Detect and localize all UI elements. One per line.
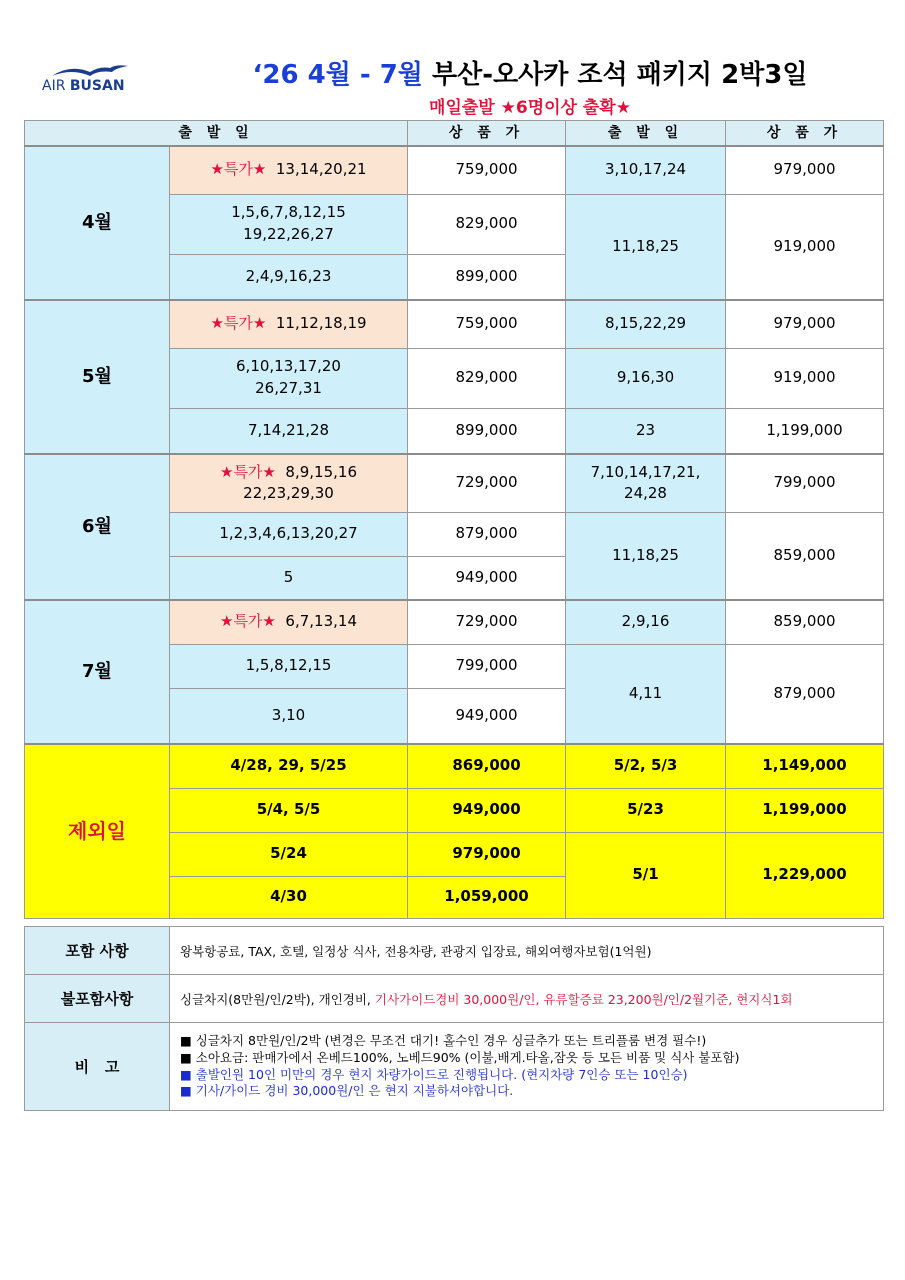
table-row: [25, 600, 884, 644]
price-cell: 729,000: [408, 454, 566, 512]
remark-item: ■ 출발인원 10인 미만의 경우 현지 차량가이드로 진행됩니다. (현지차량 7인승 또는 10인승): [180, 1066, 688, 1082]
dates-cell: 11,18,25: [566, 512, 726, 600]
table-header-row: [25, 121, 884, 147]
notes-table: [24, 926, 884, 1111]
price-cell: 759,000: [408, 300, 566, 348]
price-cell: 829,000: [408, 348, 566, 408]
month-label: 6월: [25, 454, 170, 600]
not-included-label: 불포함사항: [25, 975, 170, 1023]
dates-cell: 1,5,6,7,8,12,15 19,22,26,27: [170, 194, 408, 254]
special-dates-cell: ★특가★ 6,7,13,14: [170, 600, 408, 644]
dates-cell: 9,16,30: [566, 348, 726, 408]
price-cell: 979,000: [408, 832, 566, 876]
price-cell: 759,000: [408, 146, 566, 194]
dates-cell: 7,10,14,17,21, 24,28: [566, 454, 726, 512]
dates-cell: 5/4, 5/5: [170, 788, 408, 832]
month-label: 7월: [25, 600, 170, 744]
price-cell: 899,000: [408, 254, 566, 300]
dates-cell: 1,2,3,4,6,13,20,27: [170, 512, 408, 556]
price-cell: 869,000: [408, 744, 566, 788]
price-cell: 1,229,000: [726, 832, 884, 918]
price-cell: 859,000: [726, 512, 884, 600]
dates-cell: 5: [170, 556, 408, 600]
dates-cell: 5/1: [566, 832, 726, 918]
special-dates-cell: ★특가★ 13,14,20,21: [170, 146, 408, 194]
included-text: 왕복항공료, TAX, 호텔, 일정상 식사, 전용차량, 관광지 입장료, 해외여행자보험(1억원): [170, 927, 884, 975]
dates-cell: 5/23: [566, 788, 726, 832]
remark-item: ■ 기사/가이드 경비 30,000원/인 은 현지 지불하셔야합니다.: [180, 1083, 514, 1099]
remark-item: ■ 싱글차지 8만원/인/2박 (변경은 무조건 대기! 홀수인 경우 싱글추가 또는 트리플룸 변경 필수!): [180, 1032, 707, 1048]
price-table: [24, 120, 884, 919]
header-price: 상 품 가: [408, 121, 566, 147]
special-dates-cell: ★특가★ 11,12,18,19: [170, 300, 408, 348]
price-cell: 879,000: [726, 644, 884, 744]
table-row: [25, 744, 884, 788]
dates-cell: 2,9,16: [566, 600, 726, 644]
remarks-row: [25, 1023, 884, 1111]
dates-cell: 23: [566, 408, 726, 454]
dates-cell: 4/28, 29, 5/25: [170, 744, 408, 788]
excluded-dates-label: 제외일: [25, 744, 170, 918]
price-cell: 879,000: [408, 512, 566, 556]
month-label: 4월: [25, 146, 170, 300]
table-row: [25, 300, 884, 348]
dates-cell: 4,11: [566, 644, 726, 744]
dates-cell: 7,14,21,28: [170, 408, 408, 454]
price-cell: 1,199,000: [726, 408, 884, 454]
dates-cell: 4/30: [170, 876, 408, 918]
price-cell: 1,199,000: [726, 788, 884, 832]
price-cell: 949,000: [408, 556, 566, 600]
page-subtitle: 매일출발 ★6명이상 출확★: [429, 98, 631, 118]
dates-cell: 11,18,25: [566, 194, 726, 300]
dates-cell: 6,10,13,17,20 26,27,31: [170, 348, 408, 408]
price-cell: 859,000: [726, 600, 884, 644]
price-cell: 799,000: [726, 454, 884, 512]
price-cell: 1,149,000: [726, 744, 884, 788]
dates-cell: 3,10: [170, 688, 408, 744]
remarks-text: [170, 1023, 884, 1111]
price-cell: 979,000: [726, 300, 884, 348]
included-label: 포함 사항: [25, 927, 170, 975]
price-cell: 899,000: [408, 408, 566, 454]
air-busan-logo: [42, 62, 134, 96]
header-departure: 출 발 일: [25, 121, 408, 147]
dates-cell: 5/24: [170, 832, 408, 876]
header-departure: 출 발 일: [566, 121, 726, 147]
dates-cell: 1,5,8,12,15: [170, 644, 408, 688]
special-dates-cell: ★특가★ 8,9,15,16 22,23,29,30: [170, 454, 408, 512]
included-row: [25, 927, 884, 975]
month-label: 5월: [25, 300, 170, 454]
price-cell: 799,000: [408, 644, 566, 688]
price-cell: 949,000: [408, 688, 566, 744]
table-row: [25, 454, 884, 512]
price-cell: 919,000: [726, 348, 884, 408]
logo-text: AIR BUSAN: [42, 78, 125, 94]
remark-item: ■ 소아요금: 판매가에서 온베드100%, 노베드90% (이불,배게.타올,잠옷 등 모든 비품 및 식사 불포함): [180, 1049, 740, 1065]
not-included-text: 싱글차지(8만원/인/2박), 개인경비, 기사가이드경비 30,000원/인, 유류할증료 23,200원/인/2월기준, 현지식1회: [170, 975, 884, 1023]
price-cell: 979,000: [726, 146, 884, 194]
remarks-label: 비 고: [25, 1023, 170, 1111]
dates-cell: 3,10,17,24: [566, 146, 726, 194]
price-cell: 829,000: [408, 194, 566, 254]
page-title: ‘26 4월 - 7월 부산-오사카 조석 패키지 2박3일: [252, 60, 808, 90]
price-cell: 949,000: [408, 788, 566, 832]
dates-cell: 2,4,9,16,23: [170, 254, 408, 300]
table-row: [25, 146, 884, 194]
dates-cell: 5/2, 5/3: [566, 744, 726, 788]
price-cell: 919,000: [726, 194, 884, 300]
price-cell: 1,059,000: [408, 876, 566, 918]
header-price: 상 품 가: [726, 121, 884, 147]
not-included-row: [25, 975, 884, 1023]
price-cell: 729,000: [408, 600, 566, 644]
dates-cell: 8,15,22,29: [566, 300, 726, 348]
